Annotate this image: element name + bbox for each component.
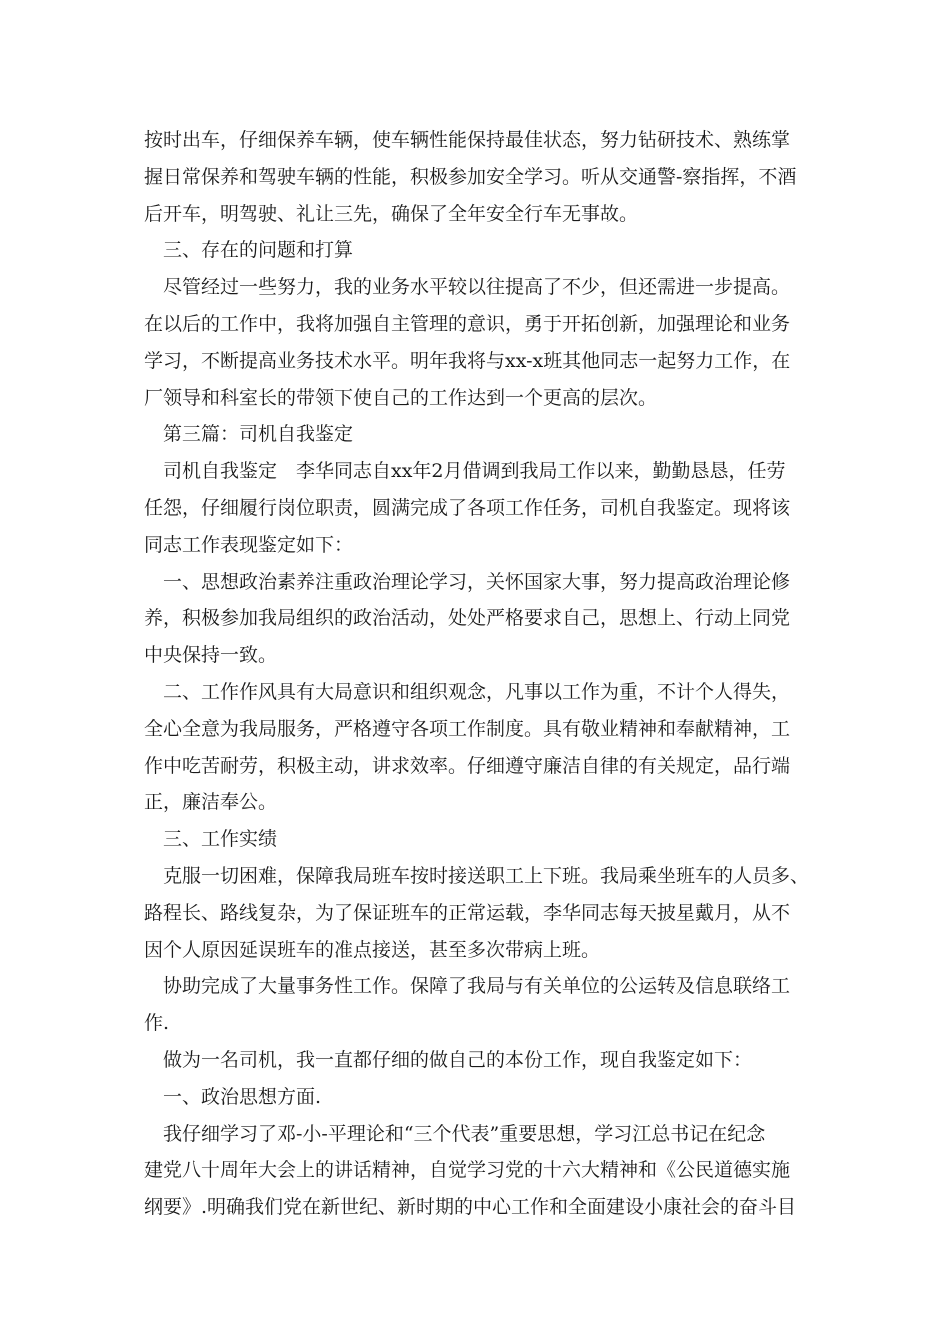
text-line: 一、思想政治素养注重政治理论学习，关怀国家大事，努力提高政治理论修	[163, 570, 791, 593]
text-line: 全心全意为我局服务，严格遵守各项工作制度。具有敬业精神和奉献精神，工	[144, 717, 791, 740]
text-line: 第三篇：司机自我鉴定	[163, 423, 354, 446]
text-line: 路程长、路线复杂，为了保证班车的正常运载，李华同志每天披星戴月，从不	[144, 901, 791, 924]
text-line: 纲要》.明确我们党在新世纪、新时期的中心工作和全面建设小康社会的奋斗目	[144, 1196, 797, 1219]
text-line: 做为一名司机，我一直都仔细的做自己的本份工作，现自我鉴定如下：	[163, 1048, 753, 1071]
text-line: 中央保持一致。	[144, 644, 278, 667]
text-line: 任怨，仔细履行岗位职责，圆满完成了各项工作任务，司机自我鉴定。现将该	[144, 496, 791, 519]
text-line: 一、政治思想方面.	[163, 1085, 322, 1108]
text-line: 尽管经过一些努力，我的业务水平较以往提高了不少，但还需进一步提高。	[163, 276, 791, 299]
text-line: 因个人原因延误班车的准点接送，甚至多次带病上班。	[144, 938, 601, 961]
text-line: 同志工作表现鉴定如下：	[144, 533, 354, 556]
text-line: 厂领导和科室长的带领下使自己的工作达到一个更高的层次。	[144, 386, 658, 409]
text-line: 司机自我鉴定 李华同志自xx年2月借调到我局工作以来，勤勤恳恳，任劳	[163, 460, 786, 483]
text-line: 后开车，明驾驶、礼让三先，确保了全年安全行车无事故。	[144, 202, 639, 225]
document-body	[144, 122, 812, 1226]
text-line: 在以后的工作中，我将加强自主管理的意识，勇于开拓创新，加强理论和业务	[144, 312, 791, 335]
text-line: 学习，不断提高业务技术水平。明年我将与xx-x班其他同志一起努力工作，在	[144, 349, 791, 372]
text-line: 按时出车，仔细保养车辆，使车辆性能保持最佳状态，努力钻研技术、熟练掌	[144, 129, 791, 151]
text-line: 作.	[144, 1012, 170, 1035]
text-line: 协助完成了大量事务性工作。保障了我局与有关单位的公运转及信息联络工	[163, 975, 791, 998]
text-line: 握日常保养和驾驶车辆的性能，积极参加安全学习。听从交通警-察指挥，不酒	[144, 165, 797, 188]
text-line: 二、工作作风具有大局意识和组织观念，凡事以工作为重，不计个人得失，	[163, 680, 791, 703]
text-line: 正，廉洁奉公。	[144, 791, 278, 814]
text-line: 我仔细学习了邓-小-平理论和“三个代表”重要思想，学习江总书记在纪念	[163, 1122, 766, 1145]
text-line: 三、工作实绩	[163, 828, 278, 851]
text-line: 作中吃苦耐劳，积极主动，讲求效率。仔细遵守廉洁自律的有关规定，品行端	[144, 754, 791, 777]
text-line: 克服一切困难，保障我局班车按时接送职工上下班。我局乘坐班车的人员多、	[163, 864, 810, 887]
text-line: 三、存在的问题和打算	[163, 239, 354, 262]
text-line: 养，积极参加我局组织的政治活动，处处严格要求自己，思想上、行动上同党	[144, 607, 791, 630]
text-line: 建党八十周年大会上的讲话精神，自觉学习党的十六大精神和《公民道德实施	[144, 1159, 791, 1182]
